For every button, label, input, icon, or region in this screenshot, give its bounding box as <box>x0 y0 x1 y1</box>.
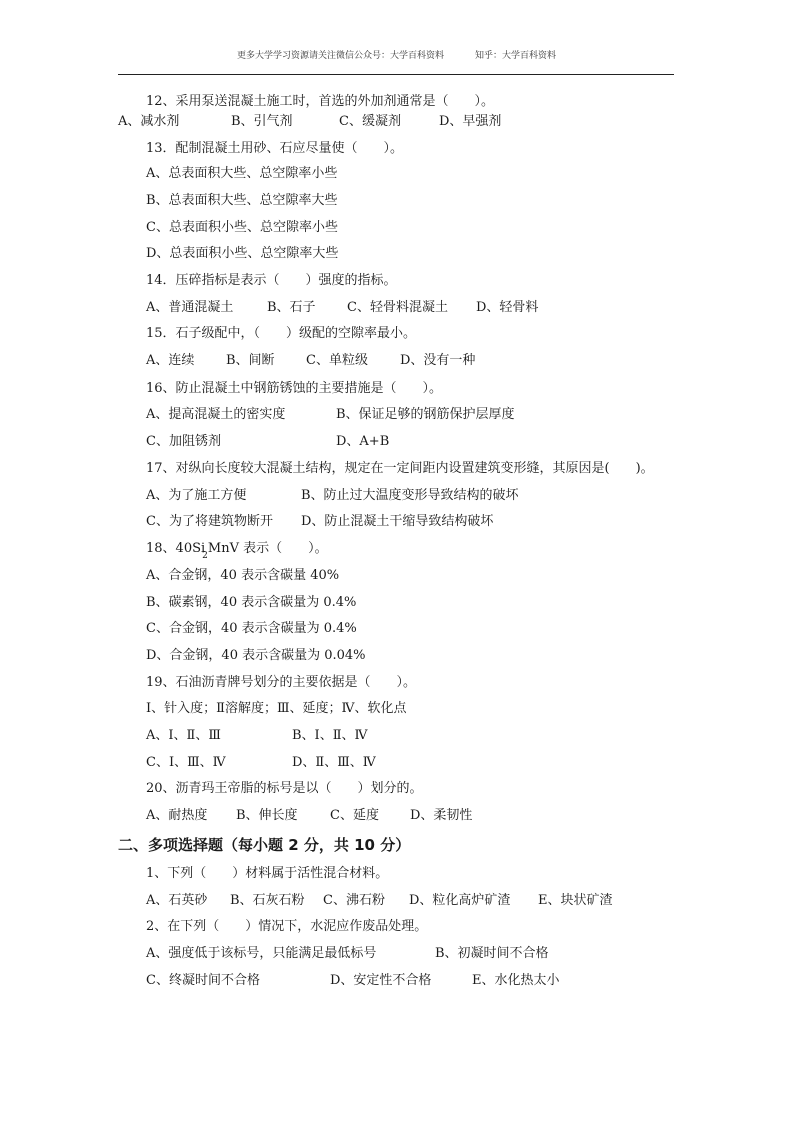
question-16-options-cd <box>146 434 389 450</box>
multi-question-1-options <box>146 893 613 909</box>
option-d: D、柔韧性 <box>410 808 473 823</box>
option-a: A、石英砂 <box>146 893 208 908</box>
question-19-criteria: Ⅰ、针入度；Ⅱ溶解度；Ⅲ、延度；Ⅳ、软化点 <box>146 701 407 716</box>
question-18-option-a: A、合金钢，40 表示含碳量 40% <box>146 568 340 583</box>
question-13-stem: 13．配制混凝土用砂、石应尽量使（ ）。 <box>146 141 404 156</box>
option-b: B、Ⅰ、Ⅱ、Ⅳ <box>292 728 368 743</box>
option-d: D、早强剂 <box>439 114 502 129</box>
option-c: C、轻骨料混凝土 <box>347 300 448 315</box>
option-b: B、石子 <box>267 300 316 315</box>
option-d: D、A+B <box>336 434 390 449</box>
stem-subscript: 2 <box>202 551 208 561</box>
question-16-stem: 16、防止混凝土中钢筋锈蚀的主要措施是（ ）。 <box>146 381 443 396</box>
question-13-option-c: C、总表面积小些、总空隙率小些 <box>146 220 338 235</box>
option-d: D、轻骨料 <box>476 300 539 315</box>
question-16-options-ab <box>146 407 515 423</box>
option-c: C、终凝时间不合格 <box>146 973 260 988</box>
multi-question-1-stem: 1、下列（ ）材料属于活性混合材料。 <box>146 866 389 881</box>
option-a: A、强度低于该标号，只能满足最低标号 <box>146 946 377 961</box>
header-zhihu-note: 知乎：大学百科资料 <box>474 51 556 61</box>
option-b: B、间断 <box>226 353 275 368</box>
question-18-option-d: D、合金钢，40 表示含碳量为 0.04% <box>146 648 366 663</box>
option-c: C、加阻锈剂 <box>146 434 221 449</box>
option-e: E、块状矿渣 <box>538 893 613 908</box>
question-18-option-c: C、合金钢，40 表示含碳量为 0.4% <box>146 621 357 636</box>
option-b: B、保证足够的钢筋保护层厚度 <box>336 407 515 422</box>
option-d: D、粒化高炉矿渣 <box>409 893 511 908</box>
question-15-options <box>146 353 475 369</box>
option-a: A、连续 <box>146 353 195 368</box>
question-18-option-b: B、碳素钢，40 表示含碳量为 0.4% <box>146 595 357 610</box>
question-13-option-a: A、总表面积大些、总空隙率小些 <box>146 166 338 181</box>
option-a: A、耐热度 <box>146 808 208 823</box>
option-c: C、单粒级 <box>306 353 368 368</box>
question-17-options-ab <box>146 488 519 504</box>
question-17-options-cd <box>146 514 493 530</box>
option-d: D、安定性不合格 <box>330 973 432 988</box>
question-18-stem <box>146 541 328 561</box>
question-19-stem: 19、石油沥青牌号划分的主要依据是（ ）。 <box>146 675 417 690</box>
option-c: C、沸石粉 <box>323 893 385 908</box>
question-13-option-d: D、总表面积小些、总空隙率大些 <box>146 246 339 261</box>
question-14-options <box>146 300 538 316</box>
option-d: D、防止混凝土干缩导致结构破坏 <box>301 514 494 529</box>
option-c: C、缓凝剂 <box>339 114 401 129</box>
option-a: A、为了施工方便 <box>146 488 247 503</box>
option-d: D、没有一种 <box>400 353 476 368</box>
stem-prefix: 18、40Si <box>146 541 206 556</box>
option-a: A、普通混凝土 <box>146 300 234 315</box>
option-b: B、伸长度 <box>236 808 298 823</box>
option-c: C、延度 <box>330 808 379 823</box>
multi-question-2-options-ab <box>146 946 549 962</box>
question-17-stem: 17、对纵向长度较大混凝土结构，规定在一定间距内设置建筑变形缝，其原因是( )。 <box>146 461 654 476</box>
question-12-options <box>118 114 501 130</box>
option-c: C、Ⅰ、Ⅲ、Ⅳ <box>146 755 226 770</box>
option-a: A、Ⅰ、Ⅱ、Ⅲ <box>146 728 221 743</box>
option-a: A、提高混凝土的密实度 <box>146 407 286 422</box>
stem-suffix: MnV 表示（ ）。 <box>207 541 328 556</box>
question-13-option-b: B、总表面积大些、总空隙率大些 <box>146 193 338 208</box>
option-a: A、减水剂 <box>118 114 180 129</box>
option-b: B、引气剂 <box>231 114 293 129</box>
option-b: B、石灰石粉 <box>230 893 305 908</box>
question-19-options-ab <box>146 728 368 744</box>
multi-question-2-options-cde <box>146 973 560 989</box>
question-20-stem: 20、沥青玛王帝脂的标号是以（ ）划分的。 <box>146 781 423 796</box>
question-19-options-cd <box>146 755 376 771</box>
question-14-stem: 14．压碎指标是表示（ ）强度的指标。 <box>146 273 397 288</box>
question-15-stem: 15．石子级配中，（ ）级配的空隙率最小。 <box>146 326 417 341</box>
option-d: D、Ⅱ、Ⅲ、Ⅳ <box>292 755 376 770</box>
option-b: B、初凝时间不合格 <box>435 946 549 961</box>
option-b: B、防止过大温度变形导致结构的破坏 <box>301 488 519 503</box>
option-c: C、为了将建筑物断开 <box>146 514 273 529</box>
multi-question-2-stem: 2、在下列（ ）情况下，水泥应作废品处理。 <box>146 919 428 934</box>
option-e: E、水化热太小 <box>472 973 560 988</box>
question-12-stem: 12、采用泵送混凝土施工时，首选的外加剂通常是（ ）。 <box>146 94 495 109</box>
section-2-title: 二、多项选择题（每小题 2 分，共 10 分） <box>118 836 411 854</box>
header-wechat-note: 更多大学学习资源请关注微信公众号：大学百科资料 <box>237 51 445 61</box>
question-20-options <box>146 808 472 824</box>
